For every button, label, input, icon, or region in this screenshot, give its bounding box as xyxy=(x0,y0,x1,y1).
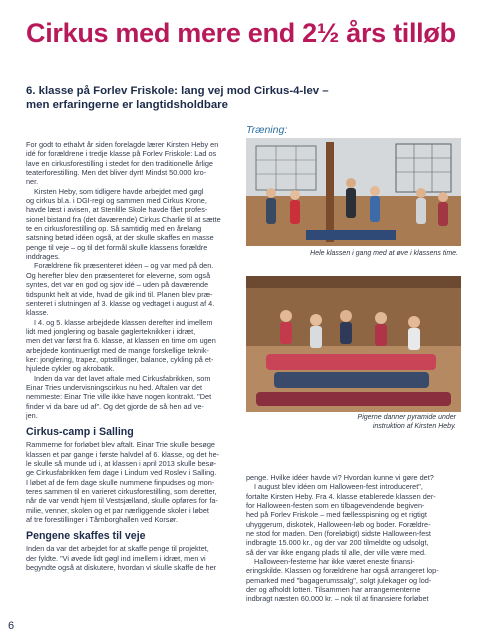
text-line: Einar Tries undervisningscirkus nu hed. Aftalen var det xyxy=(26,382,203,392)
right-column xyxy=(246,473,461,604)
text-line: indbragt næsten 60.000 kr. – nok til at finansiere forløbet xyxy=(246,594,429,604)
text-line: og cirkus bl.a. i DGI-regi og sammen med Cirkus Krone, xyxy=(26,196,207,206)
text-line: lave en cirkusforestilling i stedet for den traditionelle årlige xyxy=(26,158,213,168)
text-line: syntes, det var en god og sjov idé – uden på daværende xyxy=(26,280,209,290)
text-line: tidspunkt helt at vide, hvad de gik ind til. Planen blev præ- xyxy=(26,289,213,299)
photo-caption: Hele klassen i gang med at øve i klassens time. xyxy=(310,250,458,257)
text-line: penge til veje – og til det formål skulle klassens forældre xyxy=(26,242,208,252)
text-line: Forældrene fik præsenteret idéen – og var med på den. xyxy=(34,261,214,271)
page-title: Cirkus med mere end 2½ års tilløb xyxy=(26,18,456,48)
text-line: klassen et par gange i første halvdel af 6. klasse, og det he- xyxy=(26,449,220,459)
paragraph xyxy=(26,544,236,572)
photo-caption xyxy=(246,414,456,431)
text-line: Rammerne for forløbet blev aftalt. Einar Trie skulle besøge xyxy=(26,440,215,450)
photo-girls-pyramid xyxy=(246,276,461,412)
section-heading-money: Pengene skaffes til veje xyxy=(26,530,146,543)
pyramid-scene-illustration xyxy=(246,276,461,412)
text-line: jen. xyxy=(26,410,38,420)
text-line: fortalte Kirsten Heby. Fra 4. klasse etablerede klassen der- xyxy=(246,491,436,501)
text-line: af tre forestillinger i Tårnborghallen ved Korsør. xyxy=(26,515,178,525)
text-line: arbejdede kontinuerligt med de mange forskellige teknik- xyxy=(26,345,209,355)
text-line: ge Cirkusfabrikken fem dage i Lindum ved Roslev i Salling. xyxy=(26,468,217,478)
text-line: For godt to ethalvt år siden forelagde lærer Kirsten Heby en xyxy=(26,140,219,149)
text-line: te en cirkusforestilling op. Så samtidig med en årelang xyxy=(26,224,202,234)
article-subtitle: 6. klasse på Forlev Friskole: lang vej mod Cirkus-4-lev – men erfaringerne er langtidsholdbare xyxy=(26,85,329,111)
left-column xyxy=(26,140,236,572)
text-line: milie, venner, skolen og et par nærliggende skoler i løbet xyxy=(26,505,209,515)
text-line: senteret i slutningen af 3. klasse og vedtaget i august af 4. xyxy=(26,298,215,308)
text-line: ne stod for maden. Den (foreløbigt) sidste Halloween-fest xyxy=(246,529,431,539)
text-line: men det var først fra 6. klasse, at klassen en time om ugen xyxy=(26,336,216,346)
text-line: Kirsten Heby, som tidligere havde arbejdet med gøgl xyxy=(34,186,204,196)
section-heading-camp: Cirkus-camp i Salling xyxy=(26,426,134,439)
paragraph xyxy=(26,261,236,317)
text-line: penge. Hvilke idéer havde vi? Hvordan kunne vi gøre det? xyxy=(246,473,434,482)
text-line: hjulede cykler og akrobatik. xyxy=(26,364,115,374)
text-line: Inden da var det arbejdet for at skaffe penge til projektet, xyxy=(26,544,209,554)
paragraph xyxy=(26,440,236,524)
text-line: lidt med jonglering og basale gøglerteknikker i idræt, xyxy=(26,326,196,336)
text-line: teaterforestilling. Men det bliver dyrt! Mindst 50.000 kro- xyxy=(26,168,207,178)
section-label-training: Træning: xyxy=(246,124,288,136)
caption-line: Pigerne danner pyramide under xyxy=(357,414,456,421)
text-line: Inden da var det lavet aftale med Cirkusfabrikken, som xyxy=(34,373,211,383)
text-line: I 4. og 5. klasse arbejdede klassen derefter ind imellem xyxy=(34,317,213,327)
text-line: klasse. xyxy=(26,308,49,318)
text-line: begyndte også at diskutere, hvordan vi skulle skaffe de her xyxy=(26,563,217,573)
text-line: Og herefter blev den præsenteret for eleverne, som også xyxy=(26,270,211,280)
page-number: 6 xyxy=(8,620,15,632)
text-line: Halloween-festerne har ikke været eneste finansi- xyxy=(254,557,415,567)
caption-line: instruktion af Kirsten Heby. xyxy=(372,422,456,430)
text-line: så der var ikke engang plads til alle, der ville være med. xyxy=(246,547,427,557)
text-line: inddrages. xyxy=(26,252,61,262)
text-line: teres sammen til en varieret cirkusforestilling, som deretter, xyxy=(26,487,217,497)
text-line: ner. xyxy=(26,177,39,187)
text-line: indbragte 15.000 kr., og der var 200 tilmeldte og udsolgt, xyxy=(246,538,429,548)
text-line: for Halloween-festen som en tilbagevendende begiven- xyxy=(246,501,425,511)
text-line: satsning betød idéen også, at der skulle skaffes en masse xyxy=(26,233,214,243)
text-line: nemmeste: Einar Trie ville ikke have nogen kontrakt. "Det xyxy=(26,392,212,402)
text-line: sionel bistand fra (det daværende) Cirkus Charlie til at sætte xyxy=(26,214,221,224)
text-line: finder vi da bare ud af". Og det gjorde de så hen ad ve- xyxy=(26,401,204,411)
text-line: når de var vendt hjem til Vestsjælland, skulle opføres for fa- xyxy=(26,496,218,506)
text-line: ker: jonglering, trapez, optstillinger, balance, cykling på et- xyxy=(26,354,214,364)
text-line: I løbet af de fem dage skulle nummene finpudses og mon- xyxy=(26,477,215,487)
paragraph xyxy=(26,318,236,374)
text-line: idé for forældrene i tredje klasse på Forlev Friskole: Lad os xyxy=(26,149,217,159)
text-line: pemarked med "bagagerumssalg", solgt julekager og lod- xyxy=(246,575,432,585)
intro-paragraph xyxy=(26,140,236,187)
text-line: le skulle så munde ud i, at klassen i april 2013 skulle besø- xyxy=(26,459,217,468)
text-line: der og afholdt lotteri. Tilsammen har arrangementerne xyxy=(246,585,421,595)
text-line: I august blev idéen om Halloween-fest introduceret", xyxy=(254,482,423,492)
text-line: uhyggerum, diskotek, Halloween-løb og boder. Forældre- xyxy=(246,519,431,529)
gym-scene-illustration xyxy=(246,138,461,246)
paragraph xyxy=(26,374,236,421)
text-line: eringskilde. Klassen og forældrene har også arrangeret lop- xyxy=(246,566,439,576)
text-line: der fyldte. "Vi øvede lidt gøgl ind imellem i idræt, men vi xyxy=(26,553,206,563)
text-line: hed på Forlev Friskole – med fællesspisning og et rigtigt xyxy=(246,510,427,520)
paragraph xyxy=(26,187,236,262)
text-line: havde læst i avisen, at Stenlille Skole havde fået profes- xyxy=(26,205,208,215)
photo-class-training xyxy=(246,138,461,246)
